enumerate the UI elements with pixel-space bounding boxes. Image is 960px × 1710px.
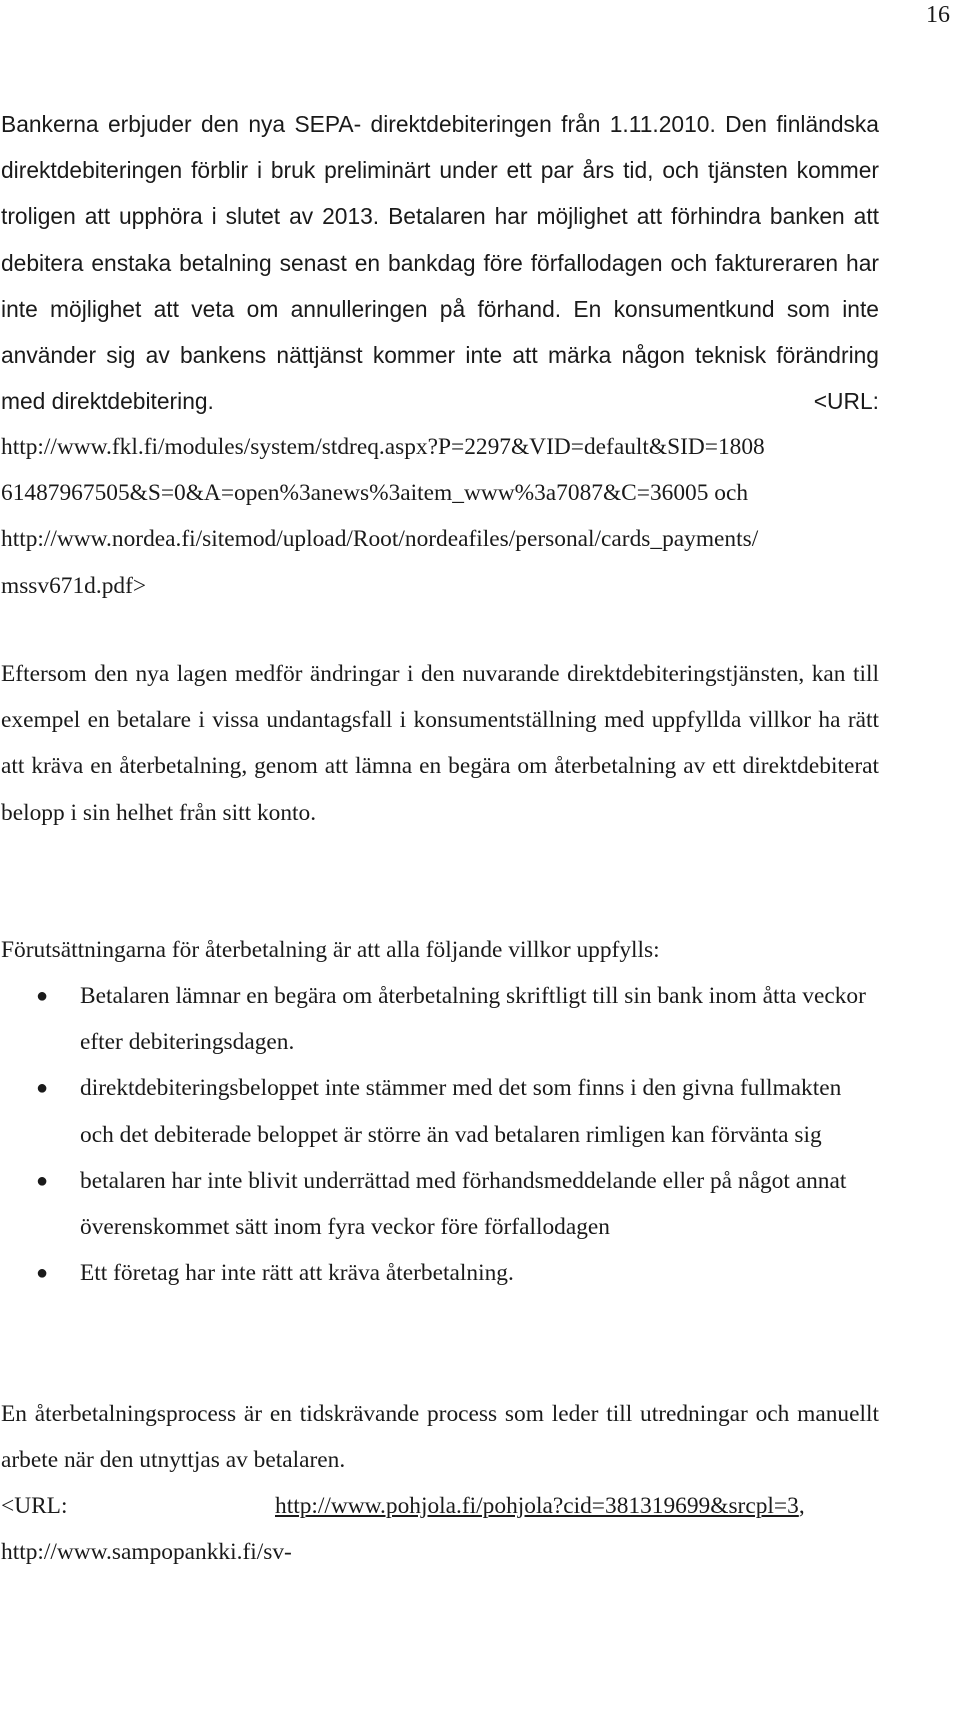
url-block-fkl-nordea	[1, 424, 879, 609]
pohjola-link[interactable]: http://www.pohjola.fi/pohjola?cid=381319699&srcpl=3	[275, 1493, 799, 1519]
url-prefix: <URL:	[813, 388, 879, 415]
list-item-text: Ett företag har inte rätt att kräva återbetalning.	[80, 1260, 514, 1287]
paragraph-new-law	[1, 651, 879, 836]
url-row-sampo	[1, 1529, 879, 1575]
url-line[interactable]: http://www.fkl.fi/modules/system/stdreq.aspx?P=2297&VID=default&SID=1808	[1, 434, 765, 460]
url-line[interactable]: 61487967505&S=0&A=open%3anews%3aitem_www%3a7087&C=36005 och	[1, 480, 749, 507]
list-item	[0, 1158, 880, 1250]
paragraph-new-law-text: Eftersom den nya lagen medför ändringar i den nuvarande direktdebiteringstjänsten, kan till exempel en betalare i vissa undantagsfall i konsumentställning med uppfyllda villkor ha rätt att kräva en återbetalning, genom att lämna en begära om återbetalning av ett direktdebiterat belopp i sin helhet från sitt konto.	[1, 661, 879, 826]
paragraph-process	[1, 1391, 879, 1483]
paragraph-process-text: En återbetalningsprocess är en tidskrävande process som leder till utredningar och manuellt arbete när den utnyttjas av betalaren.	[1, 1401, 879, 1474]
page-number: 16	[926, 2, 950, 28]
conditions-intro-text: Förutsättningarna för återbetalning är att alla följande villkor uppfylls:	[1, 937, 660, 963]
list-item-text: direktdebiteringsbeloppet inte stämmer med det som finns i den givna fullmakten och det debiterade beloppet är större än vad betalaren rimligen kan förvänta sig	[80, 1075, 842, 1148]
list-item	[0, 1065, 880, 1157]
paragraph-sepa-text: Bankerna erbjuder den nya SEPA- direktdebiteringen från 1.11.2010. Den finländska direktdebiteringen förblir i bruk preliminärt under ett par års tid, och tjänsten kommer troligen att upphöra i slutet av 2013. Betalaren har möjlighet att förhindra banken att debitera enstaka betalning senast en bankdag före förfallodagen och faktureraren har inte möjlighet att veta om annulleringen på förhand. En konsumentkund som inte använder sig av bankens nättjänst kommer inte att märka någon teknisk förändring med direktdebitering.	[1, 111, 879, 415]
url-label: <URL:	[1, 1493, 68, 1519]
bullet-icon: ●	[36, 985, 49, 1007]
bullet-icon: ●	[36, 1169, 49, 1192]
list-item-text: betalaren har inte blivit underrättad med förhandsmeddelande eller på något annat överenskommet sätt inom fyra veckor före förfallodagen	[80, 1167, 847, 1241]
conditions-list	[0, 973, 880, 1296]
list-item	[0, 1250, 880, 1296]
url-row-pohjola	[1, 1483, 879, 1529]
list-item	[0, 973, 880, 1065]
url-separator: ,	[798, 1493, 805, 1519]
sampo-url[interactable]: http://www.sampopankki.fi/sv-	[1, 1539, 292, 1565]
paragraph-sepa	[1, 101, 879, 424]
bullet-icon: ●	[36, 1077, 49, 1100]
bullet-icon: ●	[36, 1262, 49, 1285]
url-line[interactable]: http://www.nordea.fi/sitemod/upload/Root/nordeafiles/personal/cards_payments/	[1, 526, 759, 553]
list-item-text: Betalaren lämnar en begära om återbetalning skriftligt till sin bank inom åtta veckor efter debiteringsdagen.	[80, 983, 866, 1056]
url-line[interactable]: mssv671d.pdf>	[1, 572, 147, 599]
conditions-intro	[1, 927, 879, 973]
